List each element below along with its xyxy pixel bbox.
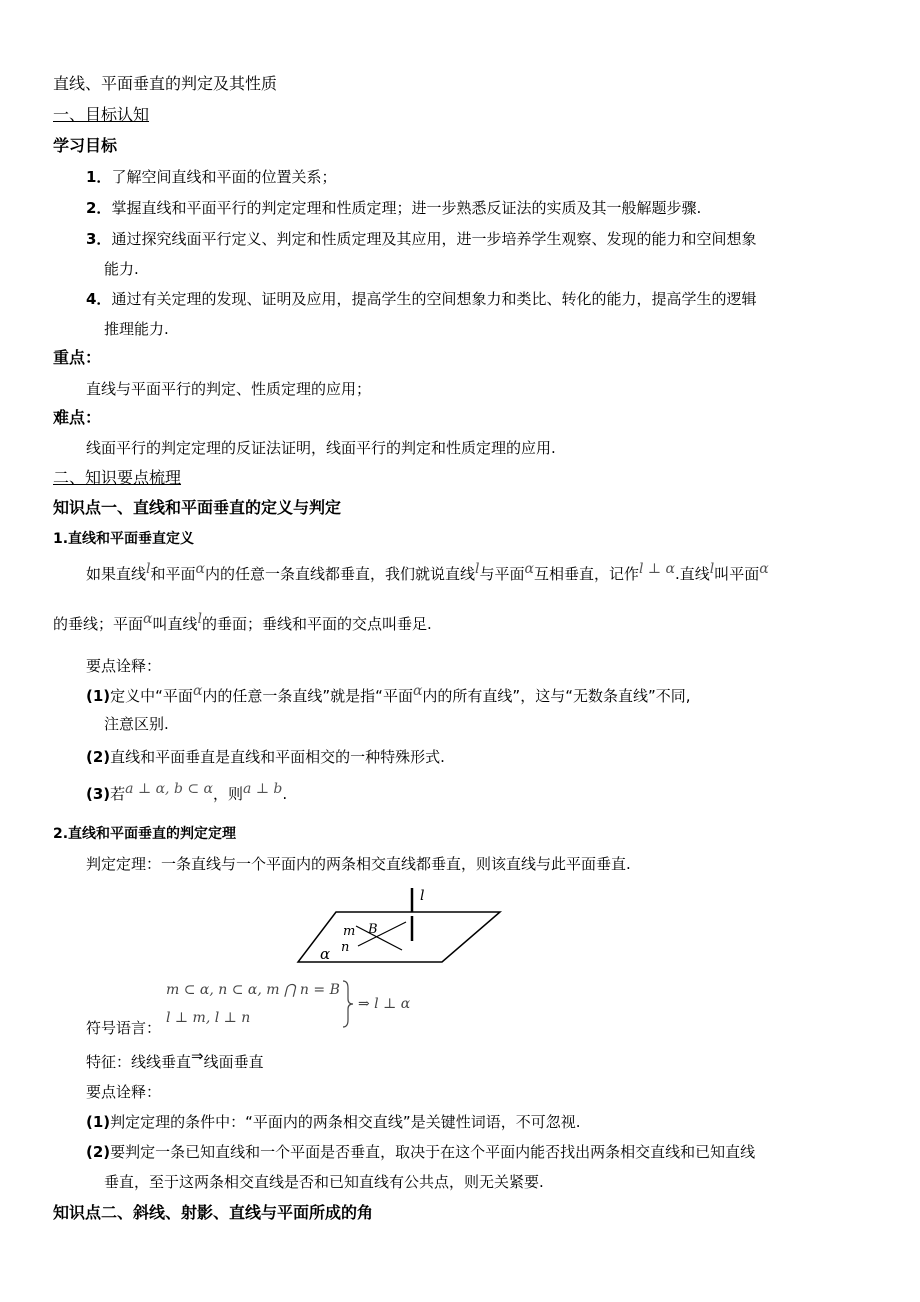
text: 线面垂直 xyxy=(203,1053,264,1071)
feature-line xyxy=(86,1047,264,1072)
math-l-perp-alpha: l ⊥ α xyxy=(638,561,675,577)
line-m xyxy=(356,926,402,950)
note-5-continued: 垂直，至于这两条相交直线是否和已知直线有公共点，则无关紧要. xyxy=(104,1173,544,1191)
definition-line-2 xyxy=(53,611,432,635)
symbolic-line-2: l ⊥ m, l ⊥ n xyxy=(166,1010,251,1026)
text: 内的任意一条直线”就是指“平面 xyxy=(202,687,413,705)
section-goals-heading: 一、目标认知 xyxy=(53,105,150,124)
math-l: l xyxy=(709,561,715,577)
implies-arrow: ⇒ xyxy=(191,1047,204,1065)
goal-number: 4． xyxy=(86,290,112,308)
text: 互相垂直，记作 xyxy=(533,565,639,583)
notes-heading-2: 要点诠释： xyxy=(86,1083,162,1101)
math-alpha: α xyxy=(524,561,534,577)
theorem-text: 判定定理：一条直线与一个平面内的两条相交直线都垂直，则该直线与此平面垂直. xyxy=(86,855,631,873)
math-l: l xyxy=(475,561,480,577)
note-5 xyxy=(86,1142,755,1162)
section-knowledge-heading: 二、知识要点梳理 xyxy=(53,468,182,487)
text: 如果直线 xyxy=(86,565,147,583)
text: 与平面 xyxy=(479,565,525,583)
note-2 xyxy=(86,747,445,767)
text: 的垂线；平面 xyxy=(53,615,144,633)
text: 判定定理的条件中：“平面内的两条相交直线”是关键性词语，不可忽视. xyxy=(110,1113,581,1131)
note-number: (1) xyxy=(86,1113,111,1131)
text: 直线和平面垂直是直线和平面相交的一种特殊形式. xyxy=(110,748,445,766)
definition-heading: 1.直线和平面垂直定义 xyxy=(53,531,195,547)
key-points-text: 直线与平面平行的判定、性质定理的应用； xyxy=(86,380,372,398)
key-points-heading: 重点： xyxy=(53,348,102,367)
doc-title: 直线、平面垂直的判定及其性质 xyxy=(53,74,278,93)
note-number: (2) xyxy=(86,1143,111,1161)
note-number: (3) xyxy=(86,785,111,803)
label-alpha: α xyxy=(320,945,331,963)
goal-number: 1． xyxy=(86,168,112,186)
text: 若 xyxy=(110,785,126,803)
goal-item-4-continued: 推理能力. xyxy=(104,320,169,338)
goal-text: 通过有关定理的发现、证明及应用，提高学生的空间想象力和类比、转化的能力，提高学生的逻辑 xyxy=(111,290,757,308)
text: ，则 xyxy=(213,785,244,803)
text: 要判定一条已知直线和一个平面是否垂直，取决于在这个平面内能否找出两条相交直线和已知直线 xyxy=(110,1143,756,1161)
text: 定义中“平面 xyxy=(110,687,193,705)
goal-item-2 xyxy=(86,198,701,218)
goal-item-3 xyxy=(86,229,756,249)
goal-text: 通过探究线面平行定义、判定和性质定理及其应用，进一步培养学生观察、发现的能力和空间想象 xyxy=(111,230,757,248)
goal-text: 了解空间直线和平面的位置关系； xyxy=(111,168,337,186)
difficulty-heading: 难点： xyxy=(53,408,102,427)
definition-line-1 xyxy=(86,561,769,585)
note-number: (2) xyxy=(86,748,111,766)
text: 叫直线 xyxy=(152,615,198,633)
math-alpha: α xyxy=(192,683,203,699)
text: 的垂面；垂线和平面的交点叫垂足. xyxy=(201,615,432,633)
goal-number: 3． xyxy=(86,230,112,248)
math-alpha: α xyxy=(759,561,769,577)
goal-number: 2． xyxy=(86,199,112,217)
note-3 xyxy=(86,781,288,805)
plane-diagram xyxy=(296,884,506,972)
label-l: l xyxy=(420,888,425,904)
note-1-continued: 注意区别. xyxy=(104,715,169,733)
goal-text: 掌握直线和平面平行的判定定理和性质定理；进一步熟悉反证法的实质及其一般解题步骤. xyxy=(111,199,702,217)
math-conclusion: a ⊥ b xyxy=(243,781,283,797)
text: 内的任意一条直线都垂直，我们就说直线 xyxy=(204,565,475,583)
knowledge-point-2-heading: 知识点二、斜线、射影、直线与平面所成的角 xyxy=(53,1203,374,1222)
goal-item-4 xyxy=(86,289,756,309)
difficulty-text: 线面平行的判定定理的反证法证明，线面平行的判定和性质定理的应用. xyxy=(86,439,556,457)
knowledge-point-1-heading: 知识点一、直线和平面垂直的定义与判定 xyxy=(53,498,342,517)
math-alpha: α xyxy=(143,611,153,627)
text: . xyxy=(282,785,288,803)
text: 内的所有直线”，这与“无数条直线”不同, xyxy=(422,687,691,705)
right-brace xyxy=(341,980,355,1028)
label-m: m xyxy=(343,924,356,939)
label-n: n xyxy=(341,940,350,955)
theorem-heading: 2.直线和平面垂直的判定定理 xyxy=(53,826,237,842)
math-alpha: α xyxy=(195,561,205,577)
math-l: l xyxy=(197,611,202,627)
goal-item-1 xyxy=(86,167,336,187)
goal-item-3-continued: 能力. xyxy=(104,260,139,278)
line-n xyxy=(358,922,406,946)
learning-goals-heading: 学习目标 xyxy=(53,136,118,155)
symbolic-label: 符号语言： xyxy=(86,1019,162,1037)
label-B: B xyxy=(368,922,378,937)
note-number: (1) xyxy=(86,687,111,705)
text: 和平面 xyxy=(150,565,196,583)
note-4 xyxy=(86,1112,580,1132)
text: 特征：线线垂直 xyxy=(86,1053,192,1071)
symbolic-result: ⇒ l ⊥ α xyxy=(358,996,411,1012)
math-condition: a ⊥ α, b ⊂ α xyxy=(125,781,213,797)
text: .直线 xyxy=(674,565,710,583)
note-1 xyxy=(86,683,691,707)
notes-heading-1: 要点诠释： xyxy=(86,657,162,675)
math-l: l xyxy=(146,561,151,577)
text: 叫平面 xyxy=(714,565,760,583)
symbolic-line-1: m ⊂ α, n ⊂ α, m ⋂ n = B xyxy=(166,982,340,998)
math-alpha: α xyxy=(412,683,423,699)
